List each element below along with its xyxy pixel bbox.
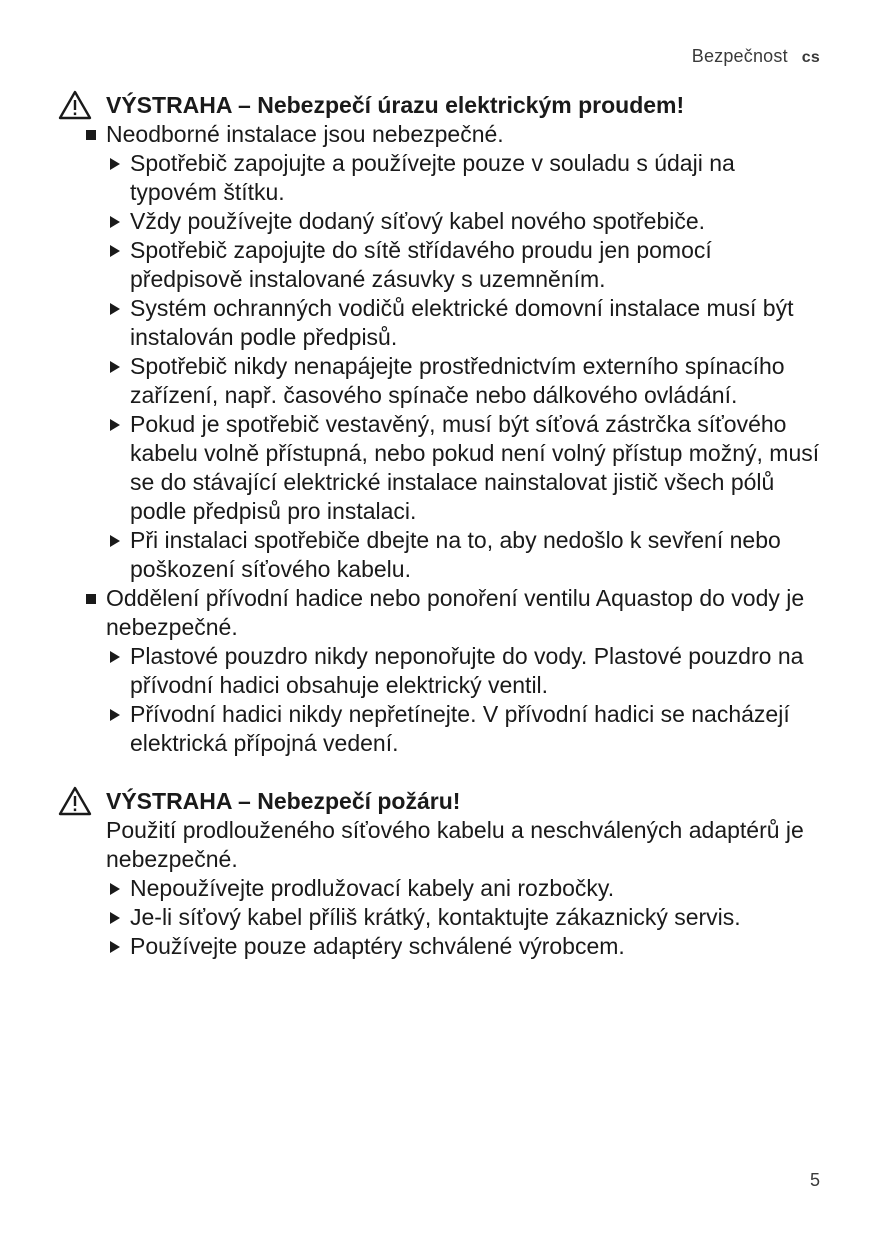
arrow-bullet-icon [106, 526, 130, 584]
arrow-bullet-icon [106, 352, 130, 410]
action-step: Vždy používejte dodaný síťový kabel nového spotřebiče. [106, 207, 828, 236]
warning-triangle-icon [58, 786, 92, 816]
page-number: 5 [809, 1170, 820, 1190]
arrow-bullet-icon [106, 874, 130, 903]
action-step: Přívodní hadici nikdy nepřetínejte. V přívodní hadici se nacházejí elektrická přípojná vedení. [106, 700, 828, 758]
action-step: Pokud je spotřebič vestavěný, musí být síťová zástrčka síťového kabelu volně přístupná, nebo pokud není volný přístup možný, musí se do stávající elektrické instalace nainstalovat jistič všech pólů podle předpisů pro instalaci. [106, 410, 828, 526]
arrow-bullet-icon [106, 903, 130, 932]
arrow-bullet-icon [106, 294, 130, 352]
square-bullet-icon [86, 120, 106, 149]
arrow-bullet-icon [106, 642, 130, 700]
arrow-bullet-icon [106, 207, 130, 236]
action-step: Spotřebič zapojujte do sítě střídavého proudu jen pomocí předpisově instalované zásuvky s uzemněním. [106, 236, 828, 294]
warning-triangle-icon [58, 90, 92, 120]
warning-intro: Použití prodlouženého síťového kabelu a neschválených adaptérů je nebezpečné. [106, 817, 804, 872]
action-step: Používejte pouze adaptéry schválené výrobcem. [106, 932, 828, 961]
section-title: Bezpečnost [691, 46, 788, 66]
arrow-bullet-icon [106, 700, 130, 758]
arrow-bullet-icon [106, 932, 130, 961]
arrow-bullet-icon [106, 149, 130, 207]
action-step: Plastové pouzdro nikdy neponořujte do vody. Plastové pouzdro na přívodní hadici obsahuje elektrický ventil. [106, 642, 828, 700]
action-step: Při instalaci spotřebiče dbejte na to, aby nedošlo k sevření nebo poškození síťového kabelu. [106, 526, 828, 584]
language-code: cs [801, 49, 820, 66]
warning-electric-shock [58, 90, 828, 758]
warning-title: VÝSTRAHA – Nebezpečí úrazu elektrickým proudem! [58, 90, 828, 120]
square-bullet-icon [86, 584, 106, 642]
arrow-bullet-icon [106, 410, 130, 526]
action-step: Nepoužívejte prodlužovací kabely ani rozbočky. [106, 874, 828, 903]
page-header [692, 46, 820, 67]
arrow-bullet-icon [106, 236, 130, 294]
action-step: Spotřebič zapojujte a používejte pouze v souladu s údaji na typovém štítku. [106, 149, 828, 207]
hazard-bullet: Oddělení přívodní hadice nebo ponoření ventilu Aquastop do vody je nebezpečné. [86, 584, 828, 642]
safety-content [58, 90, 828, 989]
warning-fire [58, 786, 828, 961]
hazard-bullet: Neodborné instalace jsou nebezpečné. [86, 120, 828, 149]
action-step: Systém ochranných vodičů elektrické domovní instalace musí být instalován podle předpisů. [106, 294, 828, 352]
action-step: Je-li síťový kabel příliš krátký, kontaktujte zákaznický servis. [106, 903, 828, 932]
action-step: Spotřebič nikdy nenapájejte prostřednictvím externího spínacího zařízení, např. časového spínače nebo dálkového ovládání. [106, 352, 828, 410]
warning-title: VÝSTRAHA – Nebezpečí požáru! [58, 786, 828, 816]
